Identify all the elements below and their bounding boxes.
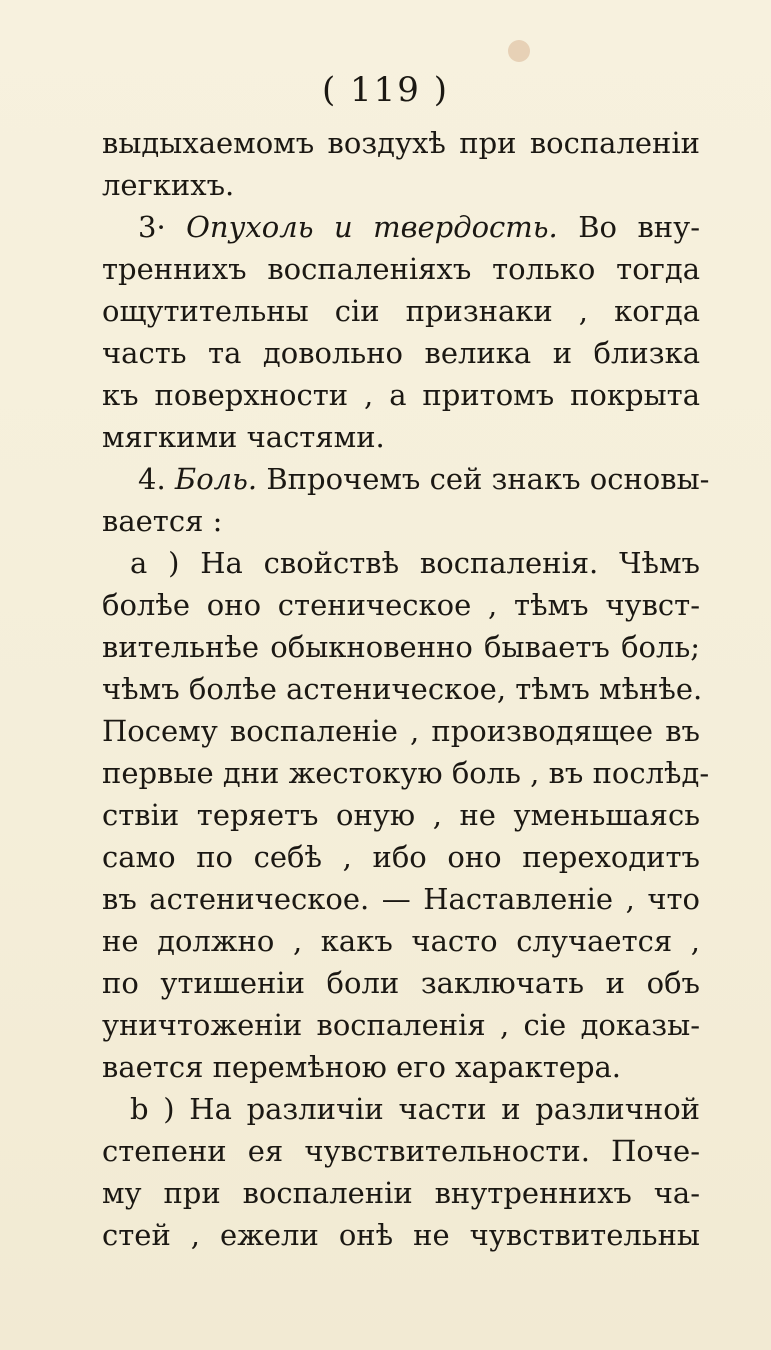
text-line: вительнѣе обыкновенно бываетъ боль; (102, 630, 700, 664)
text-line: вается перемѣною его характера. (102, 1050, 622, 1084)
text-line: ощутительны сіи признаки , когда (102, 294, 700, 328)
text-line: Посему воспаленіе , производящее въ (102, 714, 700, 748)
text-line-item-b: b ) На различіи части и различной (130, 1092, 700, 1126)
text-line: не должно , какъ часто случается , (102, 924, 700, 958)
text-line: часть та довольно велика и близка (102, 336, 700, 370)
text-line: чѣмъ болѣе астеническое, тѣмъ мѣнѣе. (102, 672, 703, 706)
text-line: въ астеническое. — Наставленіе , что (102, 882, 700, 916)
text-line: само по себѣ , ибо оно переходитъ (102, 840, 700, 874)
text-line: вается : (102, 504, 223, 538)
text-line: стей , ежели онѣ не чувствительны (102, 1218, 700, 1252)
text-line: легкихъ. (102, 168, 235, 202)
text-line: выдыхаемомъ воздухѣ при воспаленіи (102, 126, 700, 160)
text-line: мягкими частями. (102, 420, 385, 454)
text-line: къ поверхности , а притомъ покрыта (102, 378, 700, 412)
text-line: болѣе оно стеническое , тѣмъ чувст- (102, 588, 700, 622)
italic-heading: Боль. (174, 462, 258, 496)
text-line: по утишеніи боли заключать и объ (102, 966, 700, 1000)
text-line: уничтоженіи воспаленія , сіе доказы- (102, 1008, 700, 1042)
text-line: треннихъ воспаленіяхъ только тогда (102, 252, 700, 286)
paper-stain (508, 40, 530, 62)
page-number: ( 119 ) (321, 70, 450, 110)
text-line-item-a: а ) На свойствѣ воспаленія. Чѣмъ (130, 546, 700, 580)
text-line-section-3: 3· Опухоль и твердость. Во вну- (138, 210, 700, 244)
text-line-section-4: 4. Боль. Впрочемъ сей знакъ основы- (138, 462, 710, 496)
text-line: му при воспаленіи внутреннихъ ча- (102, 1176, 700, 1210)
text-line: ствіи теряетъ оную , не уменьшаясь (102, 798, 700, 832)
body-text (102, 122, 710, 1256)
italic-heading: Опухоль и твердость. (186, 210, 558, 244)
text-line: степени ея чувствительности. Поче- (102, 1134, 700, 1168)
text-line: первые дни жестокую боль , въ послѣд- (102, 756, 710, 790)
